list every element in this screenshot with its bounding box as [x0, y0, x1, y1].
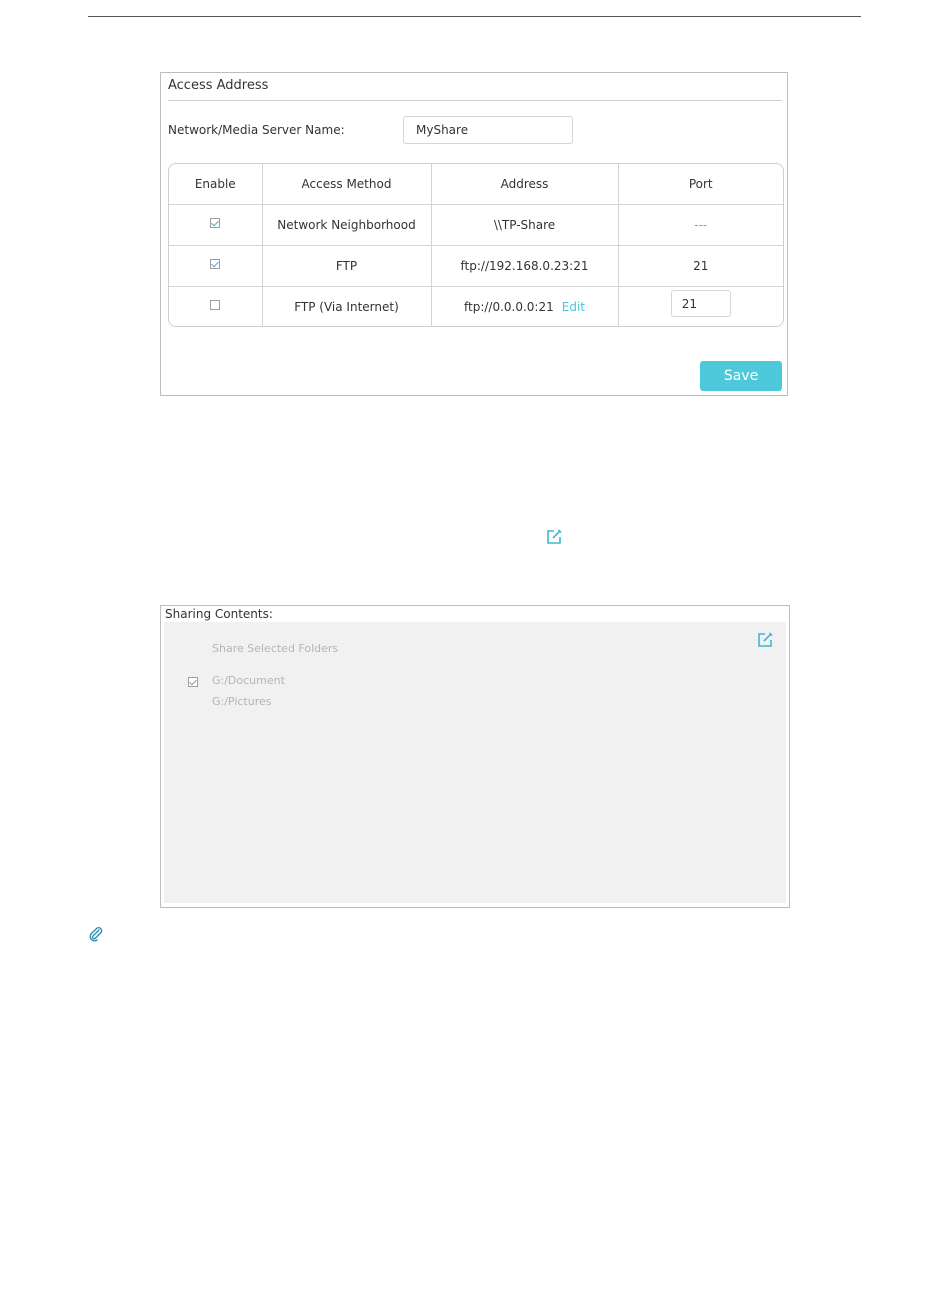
enable-checkbox-network-neighborhood[interactable] [210, 218, 220, 228]
enable-cell [169, 287, 262, 328]
access-method-cell: Network Neighborhood [262, 205, 431, 246]
address-cell [431, 287, 618, 328]
share-mode-label: Share Selected Folders [212, 642, 339, 655]
enable-cell [169, 205, 262, 246]
port-value: 21 [693, 259, 709, 273]
port-input[interactable] [671, 290, 731, 317]
table-row [169, 246, 783, 287]
table-row [169, 287, 783, 328]
sharing-contents-panel [160, 605, 790, 908]
port-value: --- [694, 218, 708, 232]
column-header-address: Address [431, 164, 618, 205]
access-address-panel [160, 72, 788, 396]
sharing-contents-title: Sharing Contents: [165, 607, 273, 621]
access-method-table [168, 163, 784, 327]
column-header-enable: Enable [169, 164, 262, 205]
port-cell [618, 205, 783, 246]
port-cell [618, 246, 783, 287]
edit-address-link[interactable]: Edit [561, 300, 585, 314]
folder-name: G:/Document [212, 674, 285, 687]
access-address-title: Access Address [168, 78, 269, 93]
address-cell: ftp://192.168.0.23:21 [431, 246, 618, 287]
enable-checkbox-ftp-via-internet[interactable] [210, 300, 220, 310]
sharing-contents-body [164, 622, 786, 903]
save-button[interactable]: Save [700, 361, 782, 391]
table-header-row [169, 164, 783, 205]
column-header-access-method: Access Method [262, 164, 431, 205]
enable-checkbox-ftp[interactable] [210, 259, 220, 269]
folder-name: G:/Pictures [212, 695, 272, 708]
column-header-port: Port [618, 164, 783, 205]
edit-icon[interactable] [756, 631, 774, 649]
address-value: ftp://0.0.0.0:21 [463, 300, 554, 314]
access-method-cell: FTP [262, 246, 431, 287]
access-method-cell: FTP (Via Internet) [262, 287, 431, 328]
paperclip-icon [88, 926, 104, 942]
table-row [169, 205, 783, 246]
address-cell: \\TP-Share [431, 205, 618, 246]
server-name-input[interactable] [403, 116, 573, 144]
server-name-label: Network/Media Server Name: [168, 123, 345, 137]
edit-icon [545, 528, 563, 546]
folder-checkbox-document[interactable] [188, 677, 198, 687]
page-header-rule [88, 16, 861, 17]
enable-cell [169, 246, 262, 287]
title-divider [168, 100, 782, 101]
port-cell [618, 287, 783, 328]
